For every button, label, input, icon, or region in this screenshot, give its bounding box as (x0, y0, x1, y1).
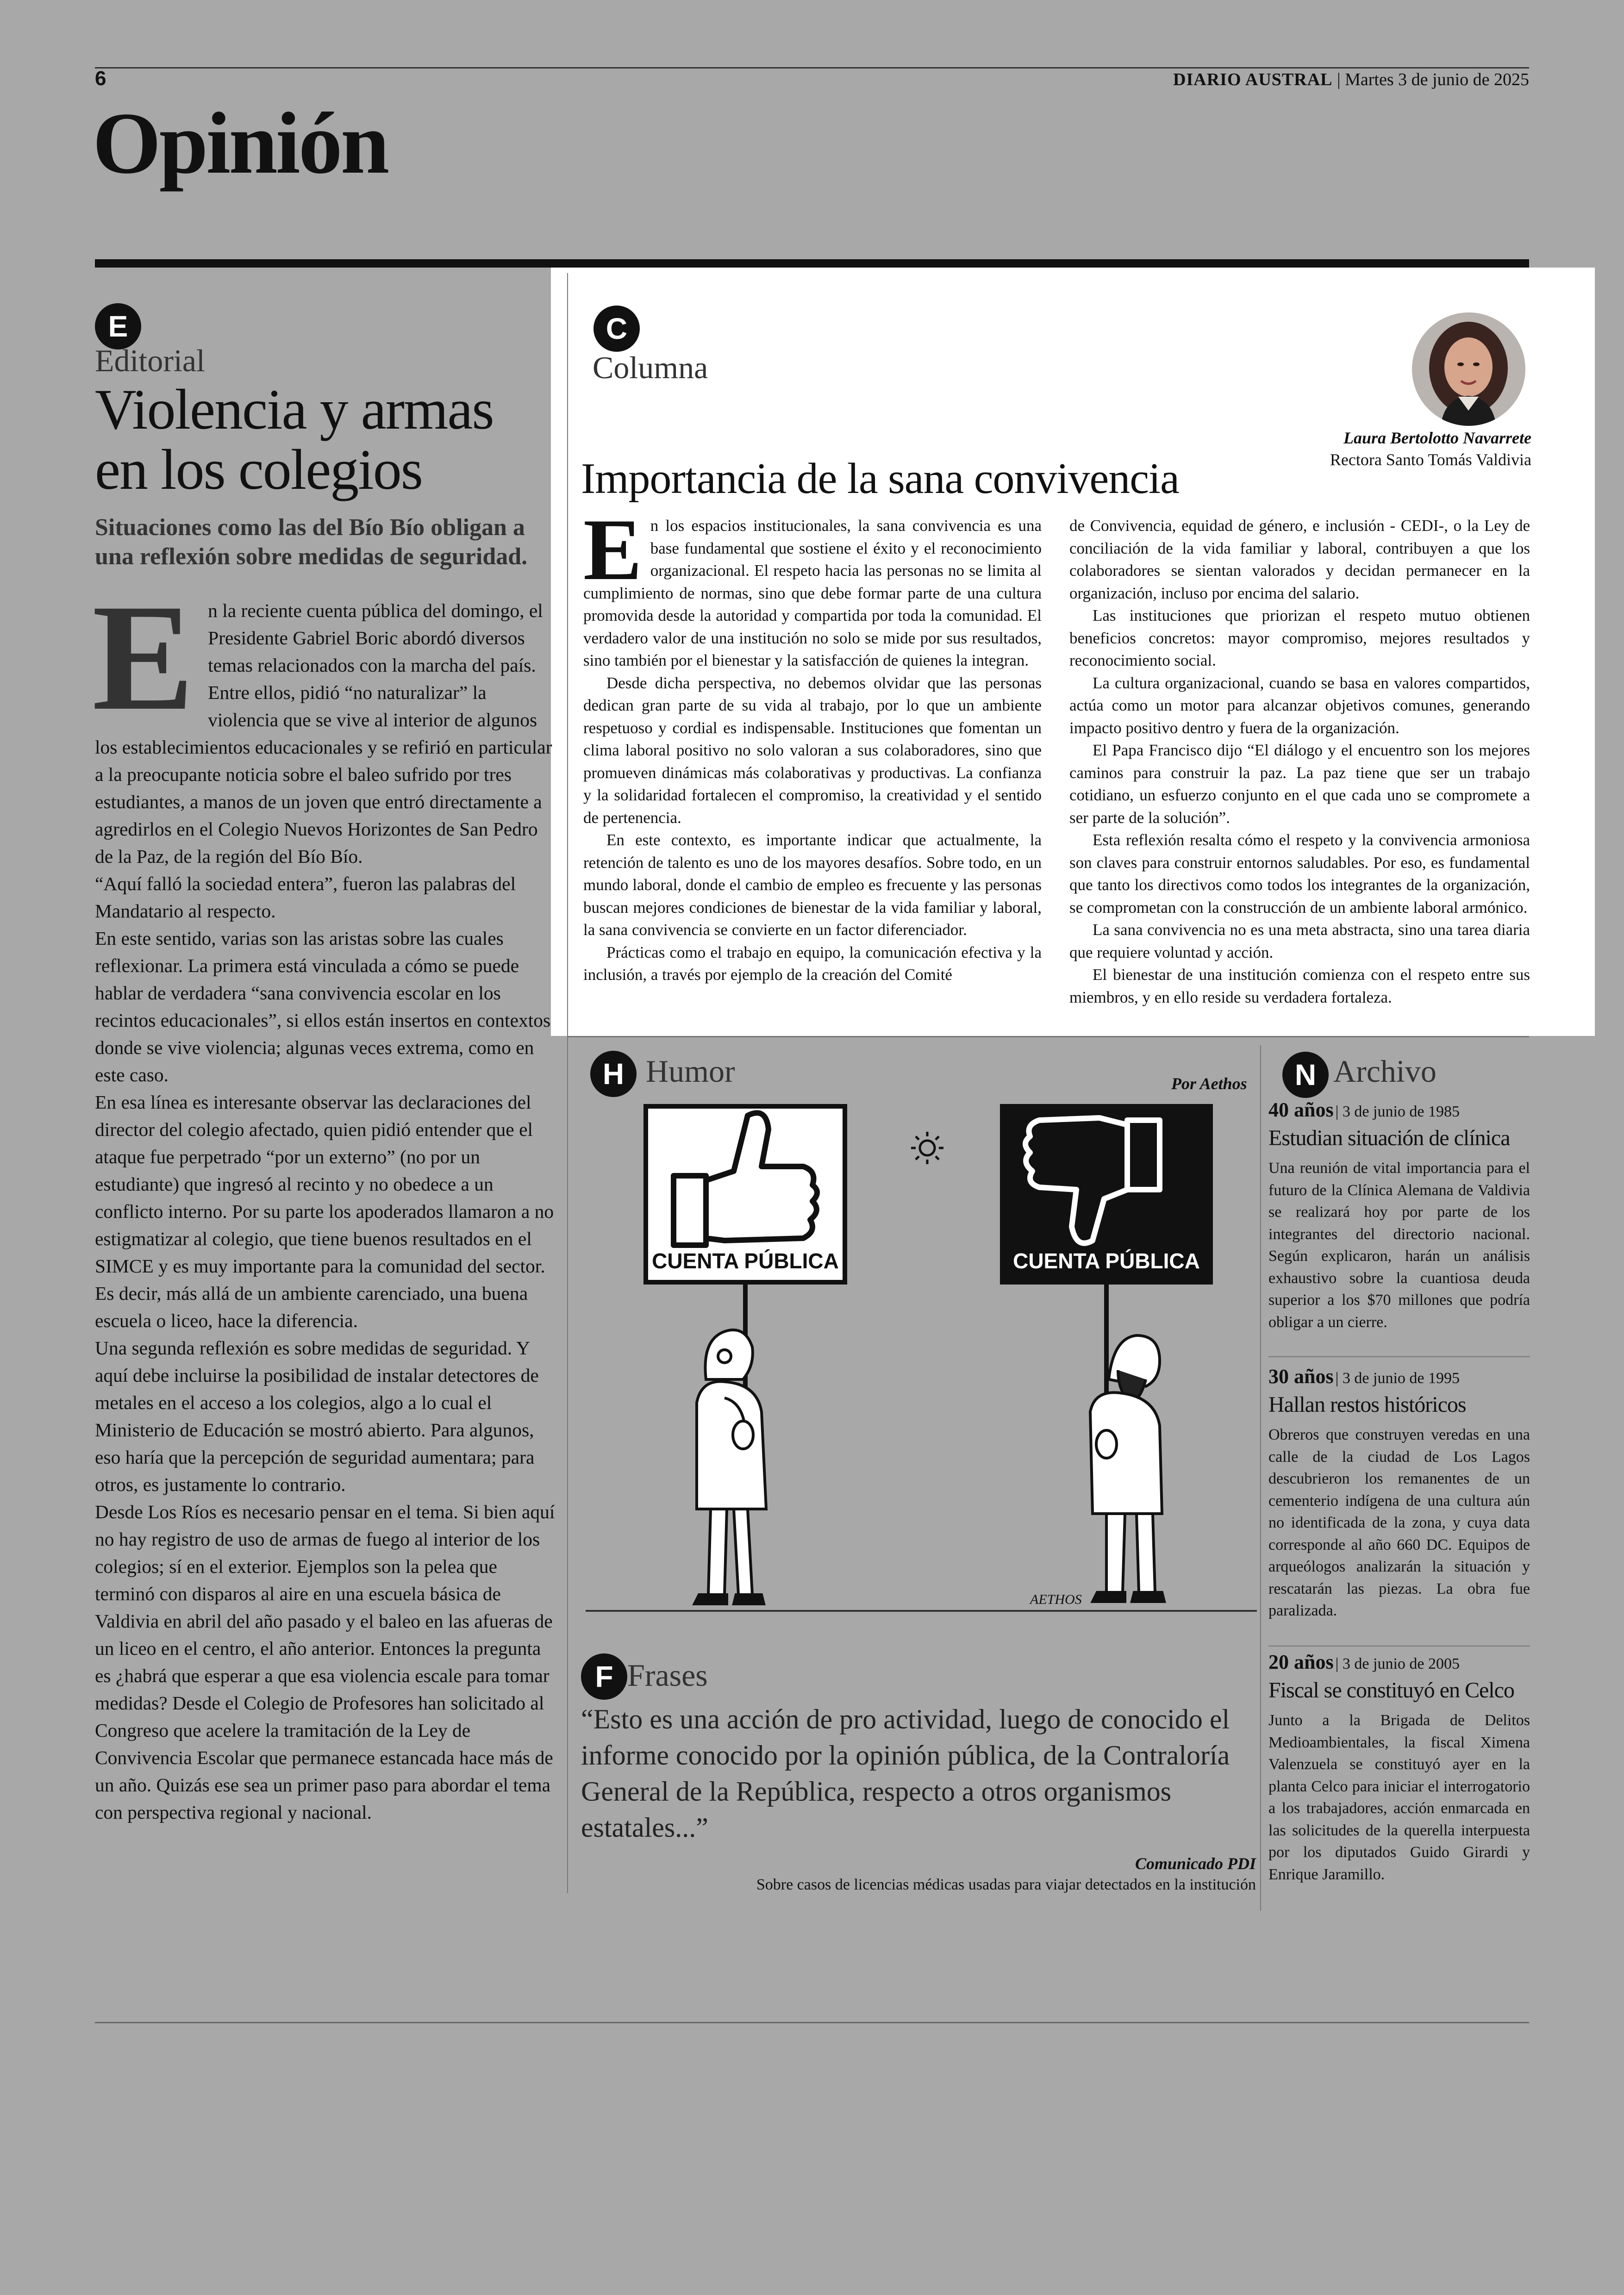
frases-kicker: Frases (627, 1658, 708, 1693)
column-badge: C (593, 306, 640, 352)
sign-left-text: CUENTA PÚBLICA (652, 1249, 839, 1273)
editorial-badge: E (95, 303, 141, 349)
editorial-paragraph: Una segunda reflexión es sobre medidas de seguridad. Y aquí debe incluirse la posibilidad de instalar detectores de metales en el acceso a los colegios, algo a lo cual el Ministerio de Educación se mostró abierto. Para algunos, eso haría que la percepción de seguridad aumentara; para otros, es justamente lo contrario. (95, 1337, 539, 1495)
archivo-text: Obreros que construyen veredas en una calle de la ciudad de Los Lagos descubrieron los remanentes de un cementerio indígena de una cultura aún no identificada de la zona, y cuya data corresponde al año 660 DC. Equipos de arqueólogos analizarán la situación y rescatarán las piezas. La obra fue paralizada. (1268, 1426, 1530, 1619)
archivo-text: Junto a la Brigada de Delitos Medioambientales, la fiscal Ximena Valenzuela se constituyó ayer en la planta Celco para iniciar el interrogatorio a los trabajadores, acción enmarcada en las solicitudes de la querella interpuesta por los diputados Guido Girardi y Enrique Jaramillo. (1268, 1712, 1530, 1883)
editorial-kicker: Editorial (95, 343, 205, 378)
archivo-badge: N (1282, 1052, 1329, 1098)
archivo-item (1268, 1098, 1530, 1333)
archivo-headline: Fiscal se constituyó en Celco (1268, 1678, 1514, 1703)
column-bottom-rule (568, 1036, 1529, 1037)
column-paragraph: En este contexto, es importante indicar que actualmente, la retención de talento es uno de los mayores desafíos. Sobre todo, en un mundo laboral, donde el cambio de empleo es frecuente y las personas buscan mejores condiciones de bienestar de la vida familiar y laboral, la sana convivencia se convierte en un factor diferenciador. (583, 831, 1042, 939)
frases-quote: “Esto es una acción de pro actividad, luego de conocido el informe conocido por la opinión pública, de la Contraloría General de la República, respecto a otros organismos estatales...” (581, 1704, 1230, 1843)
column-text-right (1069, 515, 1530, 1009)
editorial-paragraph: “Aquí falló la sociedad entera”, fueron las palabras del Mandatario al respecto. (95, 873, 516, 922)
column-paragraph: n los espacios institucionales, la sana convivencia es una base fundamental que sostiene el éxito y el reconocimiento organizacional. El respeto hacia las personas no se limita al cumplimiento de normas, sino que debe formar parte de una cultura promovida desde la autoridad y compartida por toda la comunidad. El verdadero valor de una institución no solo se mide por sus resultados, sino también por el bienestar y la satisfacción de quienes la integran. (583, 517, 1042, 669)
publication-date: | Martes 3 de junio de 2025 (1337, 70, 1529, 89)
column-paragraph: La cultura organizacional, cuando se basa en valores compartidos, actúa como un motor para alcanzar objetivos comunes, generando impacto positivo dentro y fuera de la organización. (1069, 674, 1530, 737)
archivo-headline: Estudian situación de clínica (1268, 1126, 1510, 1150)
archivo-headline: Hallan restos históricos (1268, 1392, 1466, 1417)
header-top-rule (95, 67, 1529, 69)
publication-name: DIARIO AUSTRAL (1173, 70, 1333, 89)
column-paragraph: El bienestar de una institución comienza con el respeto entre sus miembros, y en ello reside su verdadera fortaleza. (1069, 966, 1530, 1006)
archivo-item (1268, 1650, 1530, 1885)
humor-kicker: Humor (646, 1054, 735, 1089)
editorial-deck: Situaciones como las del Bío Bío obligan a una reflexión sobre medidas de seguridad. (95, 514, 528, 570)
author-role: Rectora Santo Tomás Valdivia (1330, 450, 1531, 469)
frases-badge: F (581, 1653, 627, 1700)
column-text-left (583, 501, 1042, 986)
column-paragraph: Prácticas como el trabajo en equipo, la comunicación efectiva y la inclusión, a través por ejemplo de la creación del Comité (583, 943, 1042, 984)
section-title: Opinión (93, 95, 388, 192)
sun-icon (911, 1132, 943, 1164)
column-paragraph: Las instituciones que priorizan el respeto mutuo obtienen beneficios concretos: mayor compromiso, mejores resultados y reconocimiento social. (1069, 606, 1530, 669)
column-paragraph: Esta reflexión resalta cómo el respeto y la convivencia armoniosa son claves para construir entornos saludables. Por eso, es fundamental que tanto los directivos como todos los integrantes de la organización, se comprometan con la construcción de un ambiente laboral armónico. (1069, 831, 1530, 917)
author-photo (1412, 312, 1525, 426)
column-dropcap: E (583, 501, 642, 599)
frases-source: Comunicado PDI (1135, 1854, 1256, 1873)
humor-badge: H (590, 1051, 637, 1097)
section-divider (95, 259, 1529, 268)
archivo-years: 20 años (1268, 1651, 1334, 1673)
archivo-kicker: Archivo (1333, 1054, 1437, 1089)
editorial-headline: Violencia y armas en los colegios (95, 378, 493, 502)
figure-right (1090, 1335, 1164, 1602)
humor-cartoon (586, 1079, 1257, 1643)
editorial-paragraph: En esa línea es interesante observar las declaraciones del director del colegio afectado, quien pidió entender que el ataque fue perpetrado “por un externo” (no por un estudiante) que ingresó al recinto y no obedece a un conflicto interno. Por su parte los apoderados llamaron a no estigmatizar al colegio, que tiene buenos resultados en el SIMCE y es muy importante para la comunidad del sector. Es decir, más allá de un ambiente carenciado, una buena escuela o liceo, hace la diferencia. (95, 1091, 554, 1331)
column-paragraph: La sana convivencia no es una meta abstracta, sino una tarea diaria que requiere voluntad y acción. (1069, 921, 1530, 961)
editorial-dropcap: E (92, 573, 194, 742)
page-number: 6 (95, 67, 106, 90)
archivo-years: 40 años (1268, 1098, 1334, 1121)
editorial-paragraph: Desde Los Ríos es necesario pensar en el tema. Si bien aquí no hay registro de uso de armas de fuego al interior de los colegios; sí en el exterior. Ejemplos son la pelea que terminó con disparos al aire en una escuela básica de Valdivia en abril del año pasado y el baleo en las afueras de un liceo en el centro, el año anterior. Entonces la pregunta es ¿habrá que esperar a que esa violencia escale para tomar medidas? Desde el Colegio de Profesores han solicitado al Congreso que acelere la tramitación de la Ley de Convivencia Escolar que permanece estancada hace más de un año. Quizás ese sea un primer paso para abordar el tema con perspectiva regional y nacional. (95, 1501, 555, 1823)
archivo-date: | 3 de junio de 1995 (1335, 1370, 1460, 1387)
archivo-date: | 3 de junio de 1985 (1335, 1103, 1460, 1120)
dateline (1173, 69, 1529, 90)
humor-byline: Por Aethos (1171, 1074, 1247, 1093)
archivo-item (1268, 1365, 1530, 1622)
editorial-column-rule (567, 273, 568, 1893)
author-name: Laura Bertolotto Navarrete (1343, 429, 1531, 447)
sign-right-text: CUENTA PÚBLICA (1013, 1249, 1200, 1273)
editorial-body (92, 573, 558, 1826)
page-bottom-rule (95, 2022, 1529, 2023)
archivo-text: Una reunión de vital importancia para el futuro de la Clínica Alemana de Valdivia se realizará hoy por parte de los integrantes del directorio nacional. Según explicaron, harán un análisis exhaustivo sobre la cuantiosa deuda superior a los $70 millones que podría obligar a un cierre. (1268, 1160, 1530, 1331)
figure-left (694, 1330, 766, 1604)
frases-context: Sobre casos de licencias médicas usadas para viajar detectados en la institución (756, 1876, 1256, 1893)
archivo-column-rule (1260, 1045, 1261, 1911)
editorial-paragraph: En este sentido, varias son las aristas sobre las cuales reflexionar. La primera está vinculada a cómo se puede hablar de verdadera “sana convivencia escolar en los recintos educacionales”, si ellos están insertos en contextos donde se vive violencia; algunas veces extrema, como en este caso. (95, 928, 551, 1085)
column-paragraph: El Papa Francisco dijo “El diálogo y el encuentro son los mejores caminos para construir la paz. La paz tiene que ser un trabajo cotidiano, un esfuerzo conjunto en el que cada uno se compromete a ser parte de la solución”. (1069, 741, 1530, 827)
column-paragraph: de Convivencia, equidad de género, e inclusión - CEDI-, o la Ley de conciliación de la vida familiar y laboral, contribuyen a que los colaboradores se sientan valorados y decidan permanecer en la organización, incluso por encima del salario. (1069, 517, 1530, 602)
author-portrait-icon (1412, 312, 1525, 426)
archivo-divider (1268, 1356, 1530, 1357)
column-kicker: Columna (593, 350, 708, 385)
archivo-years: 30 años (1268, 1365, 1334, 1388)
column-headline: Importancia de la sana convivencia (581, 455, 1179, 503)
column-paragraph: Desde dicha perspectiva, no debemos olvidar que las personas dedican gran parte de su vida al trabajo, por lo que un ambiente respetuoso y cordial es indispensable. Instituciones que fomentan un clima laboral positivo no solo valoran a sus colaboradores, sino que promueven dinámicas más colaborativas y productivas. La confianza y la solidaridad fortalecen el compromiso, la creatividad y el sentido de pertenencia. (583, 674, 1042, 827)
editorial-paragraph: n la reciente cuenta pública del domingo, el Presidente Gabriel Boric abordó diversos temas relacionados con la marcha del país. Entre ellos, pidió “no naturalizar” la violencia que se vive al interior de algunos los establecimientos educacionales y se refirió en particular a la preocupante noticia sobre el baleo sufrido por tres estudiantes, a manos de un joven que entró directamente a agredirlos en el Colegio Nuevos Horizontes de San Pedro de la Paz, de la región del Bío Bío. (95, 600, 552, 867)
archivo-date: | 3 de junio de 2005 (1335, 1655, 1460, 1672)
cartoon-signature: AETHOS (1030, 1592, 1082, 1607)
